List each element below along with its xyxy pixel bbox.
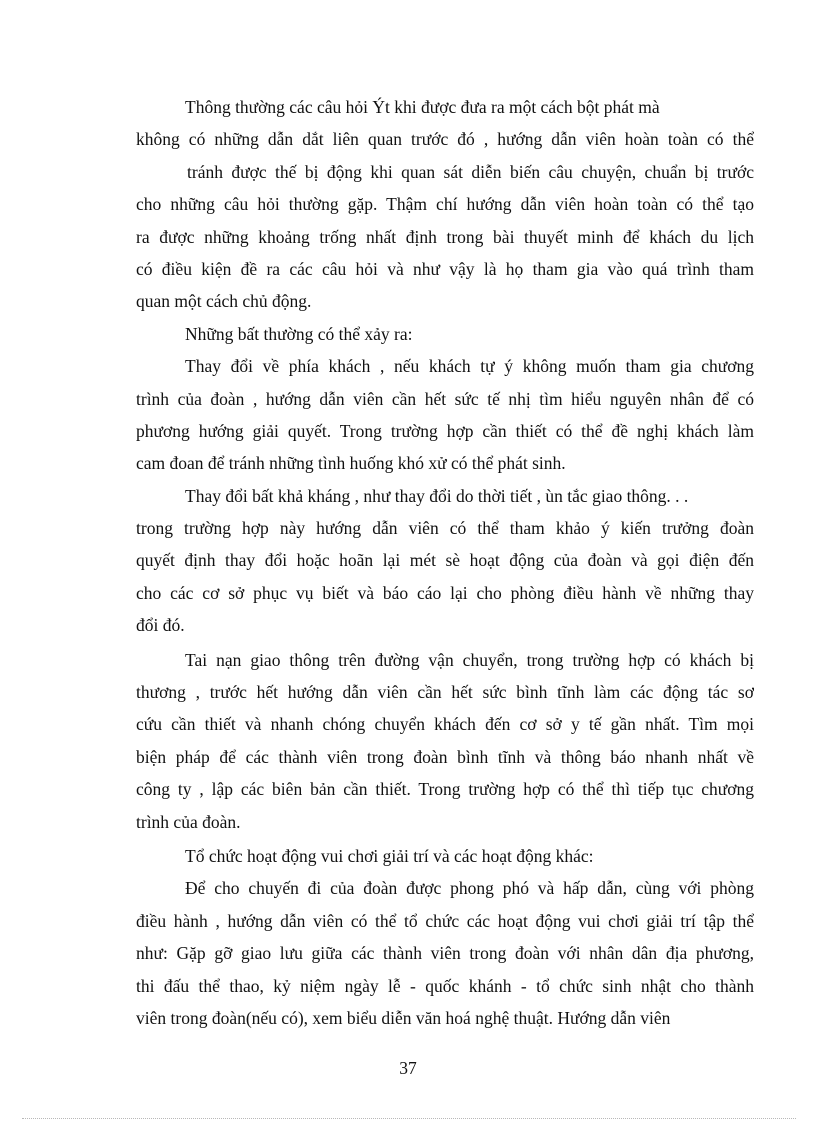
text-line: phương hướng giải quyết. Trong trường hợp cần thiết có thể đề nghị khách làm [136, 420, 754, 441]
text-line: điều hành , hướng dẫn viên có thể tổ chức các hoạt động vui chơi giải trí tập thể [136, 910, 754, 931]
text-line: Thông thường các câu hỏi Ýt khi được đưa ra một cách bột phát mà [185, 97, 660, 117]
text-line: cứu cần thiết và nhanh chóng chuyển khách đến cơ sở y tế gần nhất. Tìm mọi [136, 714, 754, 735]
text-line: cho các cơ sở phục vụ biết và báo cáo lại cho phòng điều hành về những thay [136, 582, 754, 603]
text-line: Tai nạn giao thông trên đường vận chuyển, trong trường hợp có khách bị [185, 649, 754, 670]
text-line: biện pháp để các thành viên trong đoàn bình tĩnh và thông báo nhanh nhất về [136, 746, 754, 767]
text-line: trình của đoàn. [136, 811, 241, 832]
text-line: Thay đổi về phía khách , nếu khách tự ý không muốn tham gia chương [185, 356, 754, 377]
text-line: quyết định thay đổi hoặc hoãn lại mét sè hoạt động của đoàn và gọi điện đến [136, 550, 754, 571]
page-bottom-divider [22, 1118, 796, 1119]
body-text [136, 91, 754, 1034]
text-line: Những bất thường có thể xảy ra: [185, 323, 413, 344]
text-line: trong trường hợp này hướng dẫn viên có thể tham khảo ý kiến trưởng đoàn [136, 518, 754, 539]
text-line: cam đoan để tránh những tình huống khó xử có thể phát sinh. [136, 453, 566, 474]
text-line: tránh được thế bị động khi quan sát diễn biến câu chuyện, chuẩn bị trước [187, 161, 754, 182]
text-line: đổi đó. [136, 615, 185, 636]
text-line: ra được những khoảng trống nhất định trong bài thuyết minh để khách du lịch [136, 226, 754, 247]
text-line: cho những câu hỏi thường gặp. Thậm chí hướng dẫn viên hoàn toàn có thể tạo [136, 194, 754, 215]
text-line: như: Gặp gỡ giao lưu giữa các thành viên trong đoàn với nhân dân địa phương, [136, 943, 754, 964]
text-line: công ty , lập các biên bản cần thiết. Trong trường hợp có thể thì tiếp tục chương [136, 779, 754, 800]
text-line: Để cho chuyến đi của đoàn được phong phó và hấp dẫn, cùng với phòng [185, 878, 754, 899]
text-line: Thay đổi bất khả kháng , như thay đổi do thời tiết , ùn tắc giao thông. . . [185, 485, 689, 506]
text-line: trình của đoàn , hướng dẫn viên cần hết sức tế nhị tìm hiểu nguyên nhân để có [136, 388, 754, 409]
text-line: Tổ chức hoạt động vui chơi giải trí và các hoạt động khác: [185, 845, 594, 866]
text-line: viên trong đoàn(nếu có), xem biểu diễn văn hoá nghệ thuật. Hướng dẫn viên [136, 1007, 671, 1028]
page-number: 37 [399, 1058, 417, 1078]
text-line: không có những dẫn dắt liên quan trước đó , hướng dẫn viên hoàn toàn có thể [136, 129, 754, 150]
text-line: thi đấu thể thao, kỷ niệm ngày lễ - quốc khánh - tổ chức sinh nhật cho thành [136, 975, 754, 996]
text-line: có điều kiện đề ra các câu hỏi và như vậy là họ tham gia vào quá trình tham [136, 258, 754, 279]
text-line: thương , trước hết hướng dẫn viên cần hết sức bình tĩnh làm các động tác sơ [136, 682, 754, 703]
text-line: quan một cách chủ động. [136, 291, 312, 312]
